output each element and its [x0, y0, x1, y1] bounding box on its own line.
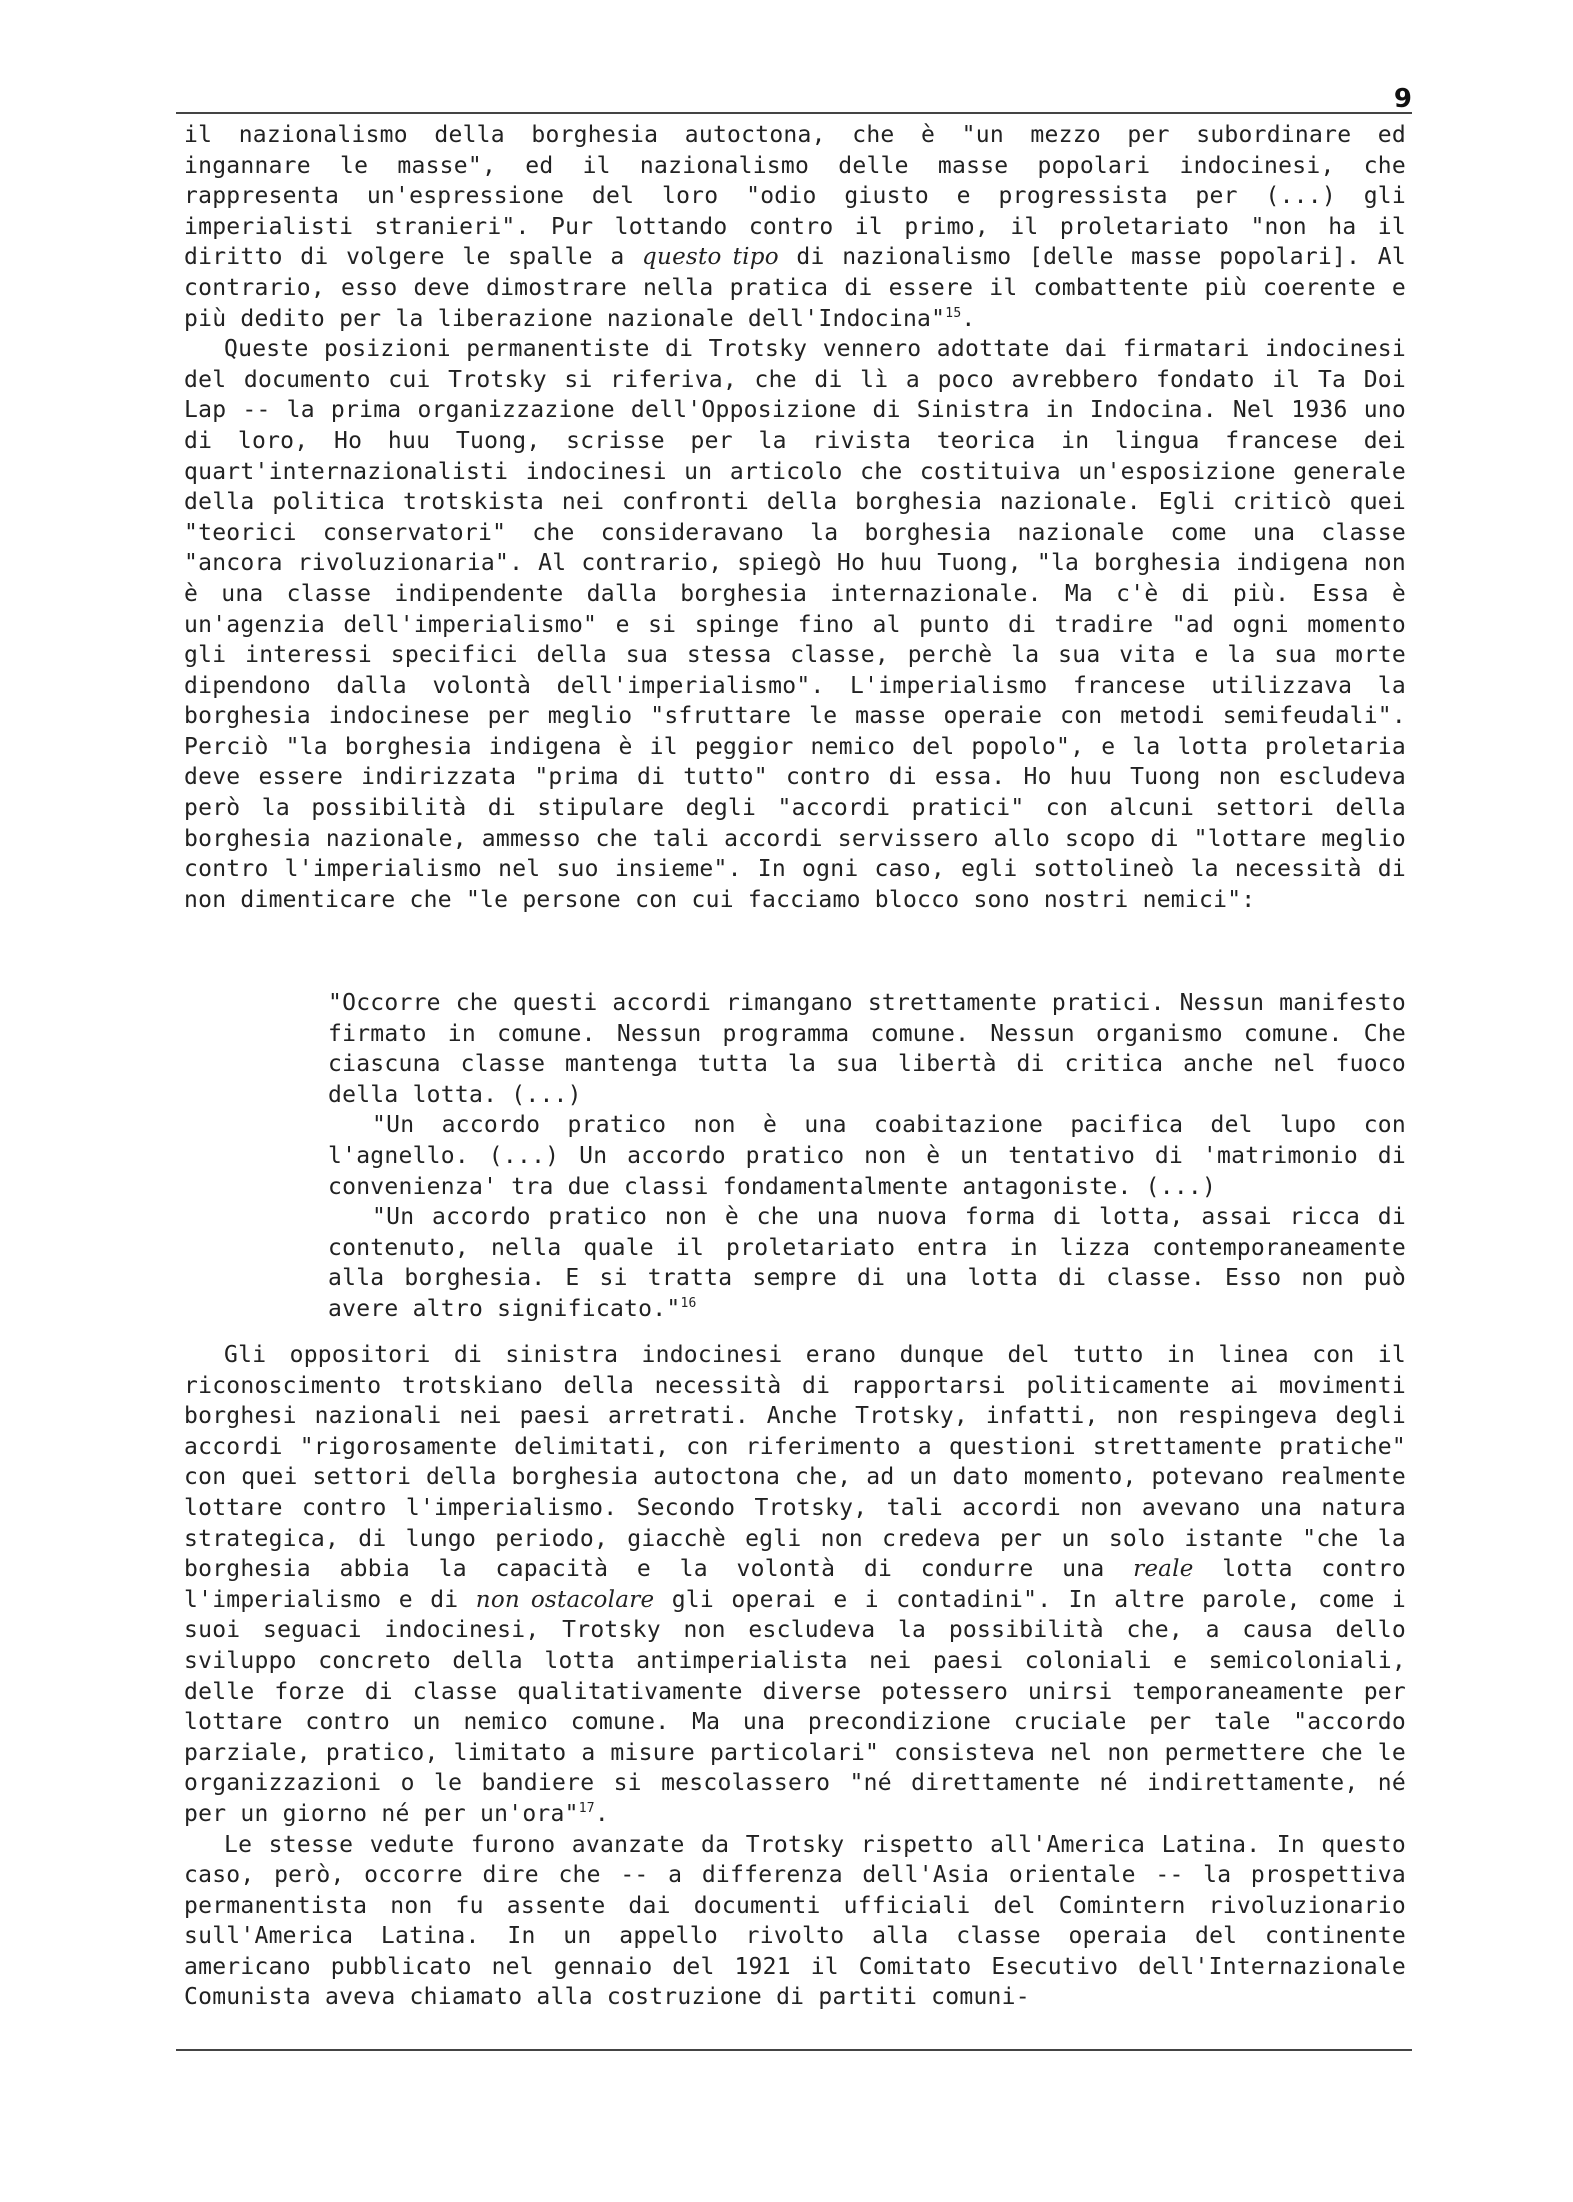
body-lower	[184, 1340, 1406, 2013]
paragraph-4: Le stesse vedute furono avanzate da Trotsky rispetto all'America Latina. In questo caso, però, occorre dire che -- a differenza dell'Asia orientale -- la prospettiva permanentista non fu assente dai documenti ufficiali del Comintern rivoluzionario sull'America Latina. In un appello rivolto alla classe operaia del continente americano pubblicato nel gennaio del 1921 il Comitato Esecutivo dell'Internazionale Comunista aveva chiamato alla costruzione di partiti comuni-	[184, 1831, 1406, 2011]
block-quote	[328, 988, 1406, 1325]
emphasis-reale: reale	[1133, 1556, 1194, 1583]
quote-paragraph-3: "Un accordo pratico non è che una nuova forma di lotta, assai ricca di contenuto, nella quale il proletariato entra in lizza contemporaneamente alla borghesia. E si tratta sempre di una lotta di classe. Esso non può avere altro significato."$^{16}$	[328, 1204, 1406, 1322]
paragraph-1: il nazionalismo della borghesia autoctona, che è "un mezzo per subordinare ed ingannare le masse", ed il nazionalismo delle masse popolari indocinesi, che rappresenta un'espressione del loro "odio giusto e progressista per (...) gli imperialisti stranieri". Pur lottando contro il primo, il proletariato "non ha il diritto di volgere le spalle a questo tipo di nazionalismo [delle masse popolari]. Al contrario, esso deve dimostrare nella pratica di essere il combattente più coerente e più dedito per la liberazione nazionale dell'Indocina"$^{15}$.	[184, 122, 1406, 332]
footnote-ref-15: 15	[945, 305, 962, 321]
footer-rule	[176, 2049, 1412, 2051]
emphasis-non-ostacolare: non ostacolare	[475, 1586, 655, 1613]
body-upper	[184, 120, 1406, 915]
paragraph-2: Queste posizioni permanentiste di Trotsky vennero adottate dai firmatari indocinesi del documento cui Trotsky si riferiva, che di lì a poco avrebbero fondato il Ta Doi Lap -- la prima organizzazione dell'Opposizione di Sinistra in Indocina. Nel 1936 uno di loro, Ho huu Tuong, scrisse per la rivista teorica in lingua francese dei quart'internazionalisti indocinesi un articolo che costituiva un'esposizione generale della politica trotskista nei confronti della borghesia nazionale. Egli criticò quei "teorici conservatori" che consideravano la borghesia nazionale come una classe "ancora rivoluzionaria". Al contrario, spiegò Ho huu Tuong, "la borghesia indigena non è una classe indipendente dalla borghesia internazionale. Ma c'è di più. Essa è un'agenzia dell'imperialismo" e si spinge fino al punto di tradire "ad ogni momento gli interessi specifici della sua stessa classe, perchè la sua vita e la sua morte dipendono dalla volontà dell'imperialismo". L'imperialismo francese utilizzava la borghesia indocinese per meglio "sfruttare le masse operaie con metodi semifeudali". Perciò "la borghesia indigena è il peggior nemico del popolo", e la lotta proletaria deve essere indirizzata "prima di tutto" contro di essa. Ho huu Tuong non escludeva però la possibilità di stipulare degli "accordi pratici" con alcuni settori della borghesia nazionale, ammesso che tali accordi servissero allo scopo di "lottare meglio contro l'imperialismo nel suo insieme". In ogni caso, egli sottolineò la necessità di non dimenticare che "le persone con cui facciamo blocco sono nostri nemici":	[184, 336, 1406, 913]
emphasis-questo-tipo: questo tipo	[642, 244, 779, 271]
footnote-ref-17: 17	[578, 1800, 595, 1816]
paragraph-3: Gli oppositori di sinistra indocinesi erano dunque del tutto in linea con il riconoscimento trotskiano della necessità di rapportarsi politicamente ai movimenti borghesi nazionali nei paesi arretrati. Anche Trotsky, infatti, non respingeva degli accordi "rigorosamente delimitati, con riferimento a questioni strettamente pratiche" con quei settori della borghesia autoctona che, ad un dato momento, potevano realmente lottare contro l'imperialismo. Secondo Trotsky, tali accordi non avevano una natura strategica, di lungo periodo, giacchè egli non credeva per un solo istante "che la borghesia abbia la capacità e la volontà di condurre una reale lotta contro l'imperialismo e di non ostacolare gli operai e i contadini". In altre parole, come i suoi seguaci indocinesi, Trotsky non escludeva la possibilità che, a causa dello sviluppo concreto della lotta antimperialista nei paesi coloniali e semicoloniali, delle forze di classe qualitativamente diverse potessero unirsi temporaneamente per lottare contro un nemico comune. Ma una precondizione cruciale per tale "accordo parziale, pratico, limitato a misure particolari" consisteva nel non permettere che le organizzazioni o le bandiere si mescolassero "né direttamente né indirettamente, né per un giorno né per un'ora"$^{17}$.	[184, 1342, 1407, 1827]
quote-paragraph-2: "Un accordo pratico non è una coabitazione pacifica del lupo con l'agnello. (...) Un accordo pratico non è un tentativo di 'matrimonio di convenienza' tra due classi fondamentalmente antagoniste. (...)	[328, 1112, 1406, 1200]
page-number: 9	[1393, 84, 1412, 114]
footnote-ref-16: 16	[680, 1295, 697, 1311]
quote-paragraph-1: "Occorre che questi accordi rimangano strettamente pratici. Nessun manifesto firmato in comune. Nessun programma comune. Nessun organismo comune. Che ciascuna classe mantenga tutta la sua libertà di critica anche nel fuoco della lotta. (...)	[328, 990, 1406, 1108]
header-rule	[176, 112, 1412, 114]
